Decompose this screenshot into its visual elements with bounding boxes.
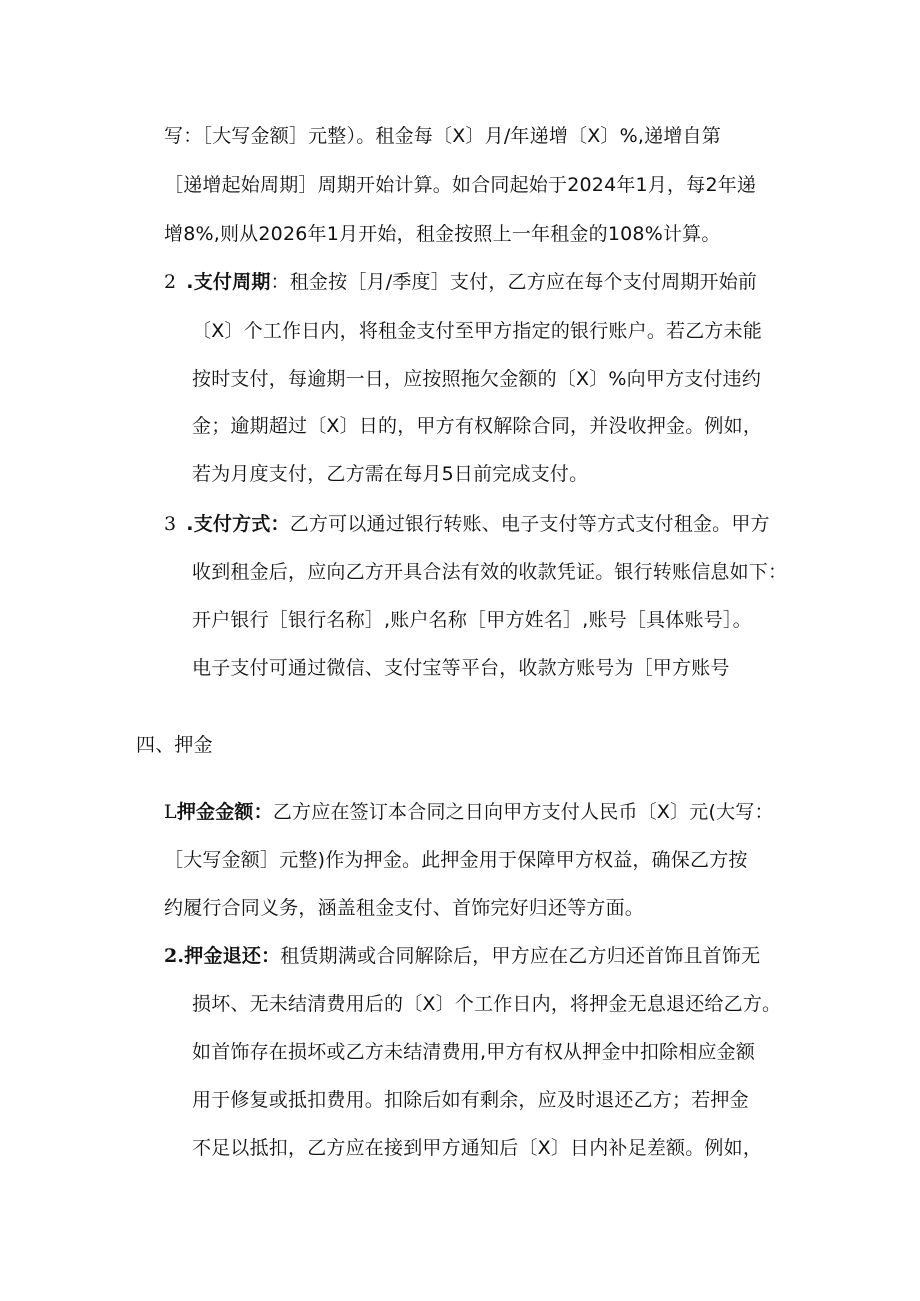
- deposit-amount-line-2: ［大写金额］元整)作为押金。此押金用于保障甲方权益，确保乙方按: [164, 849, 748, 871]
- rent-increase-line-2: ［递增起始周期］周期开始计算。如合同起始于2024年1月，每2年递: [164, 174, 757, 196]
- clause-title: 押金退还: [184, 945, 262, 967]
- clause-text: 租赁期满或合同解除后，甲方应在乙方归还首饰且首饰无: [280, 945, 761, 967]
- rent-increase-line-1: 写：［大写金额］元整）。租金每〔X〕月/年递增〔X〕%,递增自第: [164, 125, 721, 147]
- payment-method-clause: [164, 512, 770, 536]
- payment-method-line-4: 电子支付可通过微信、支付宝等平台，收款方账号为［甲方账号: [192, 657, 730, 679]
- payment-period-line-2: 〔X〕个工作日内，将租金支付至甲方指定的银行账户。若乙方未能: [192, 320, 763, 342]
- clause-separator: .: [186, 271, 194, 293]
- deposit-amount-line-3: 约履行合同义务，涵盖租金支付、首饰完好归还等方面。: [164, 897, 645, 919]
- payment-period-line-3: 按时支付，每逾期一日，应按照拖欠金额的〔X〕%向甲方支付违约: [192, 368, 762, 390]
- clause-title: 支付方式: [193, 513, 271, 535]
- clause-number: 2: [164, 271, 177, 293]
- clause-number: 3: [164, 513, 177, 535]
- payment-period-line-4: 金；逾期超过〔X〕日的，甲方有权解除合同，并没收押金。例如，: [192, 415, 763, 437]
- clause-separator: .: [186, 513, 194, 535]
- clause-title: 押金金额: [176, 801, 254, 823]
- section-heading-deposit: 四、押金: [136, 734, 213, 756]
- clause-title: 支付周期: [193, 271, 271, 293]
- clause-text: 乙方应在签订本合同之日向甲方支付人民币〔X〕元(大写：: [272, 801, 774, 823]
- rent-increase-line-3: 增8%,则从2026年1月开始，租金按照上一年租金的108%计算。: [164, 223, 721, 245]
- deposit-refund-line-2: 损坏、无未结清费用后的〔X〕个工作日内，将押金无息退还给乙方。: [192, 993, 782, 1015]
- payment-method-line-3: 开户银行［银行名称］,账户名称［甲方姓名］,账号［具体账号］。: [192, 609, 752, 631]
- deposit-refund-clause: [164, 944, 760, 968]
- payment-period-clause: [164, 270, 757, 294]
- payment-period-line-5: 若为月度支付，乙方需在每月5日前完成支付。: [192, 463, 589, 485]
- deposit-refund-line-4: 用于修复或抵扣费用。扣除后如有剩余，应及时退还乙方；若押金: [192, 1089, 749, 1111]
- clause-number: L: [164, 801, 177, 823]
- deposit-refund-line-5: 不足以抵扣，乙方应在接到甲方通知后〔X〕日内补足差额。例如，: [192, 1137, 763, 1159]
- clause-text: 租金按［月/季度］支付，乙方应在每个支付周期开始前: [289, 271, 758, 293]
- clause-colon: ：: [253, 801, 273, 823]
- clause-text: 乙方可以通过银行转账、电子支付等方式支付租金。甲方: [289, 513, 770, 535]
- payment-method-line-2: 收到租金后，应向乙方开具合法有效的收款凭证。银行转账信息如下：: [192, 561, 788, 583]
- clause-colon: ：: [261, 945, 281, 967]
- deposit-refund-line-3: 如首饰存在损坏或乙方未结清费用,甲方有权从押金中扣除相应金额: [192, 1041, 756, 1063]
- deposit-amount-clause: [164, 800, 774, 824]
- clause-number: 2.: [164, 945, 185, 967]
- clause-colon: ：: [270, 271, 290, 293]
- clause-colon: ：: [270, 513, 290, 535]
